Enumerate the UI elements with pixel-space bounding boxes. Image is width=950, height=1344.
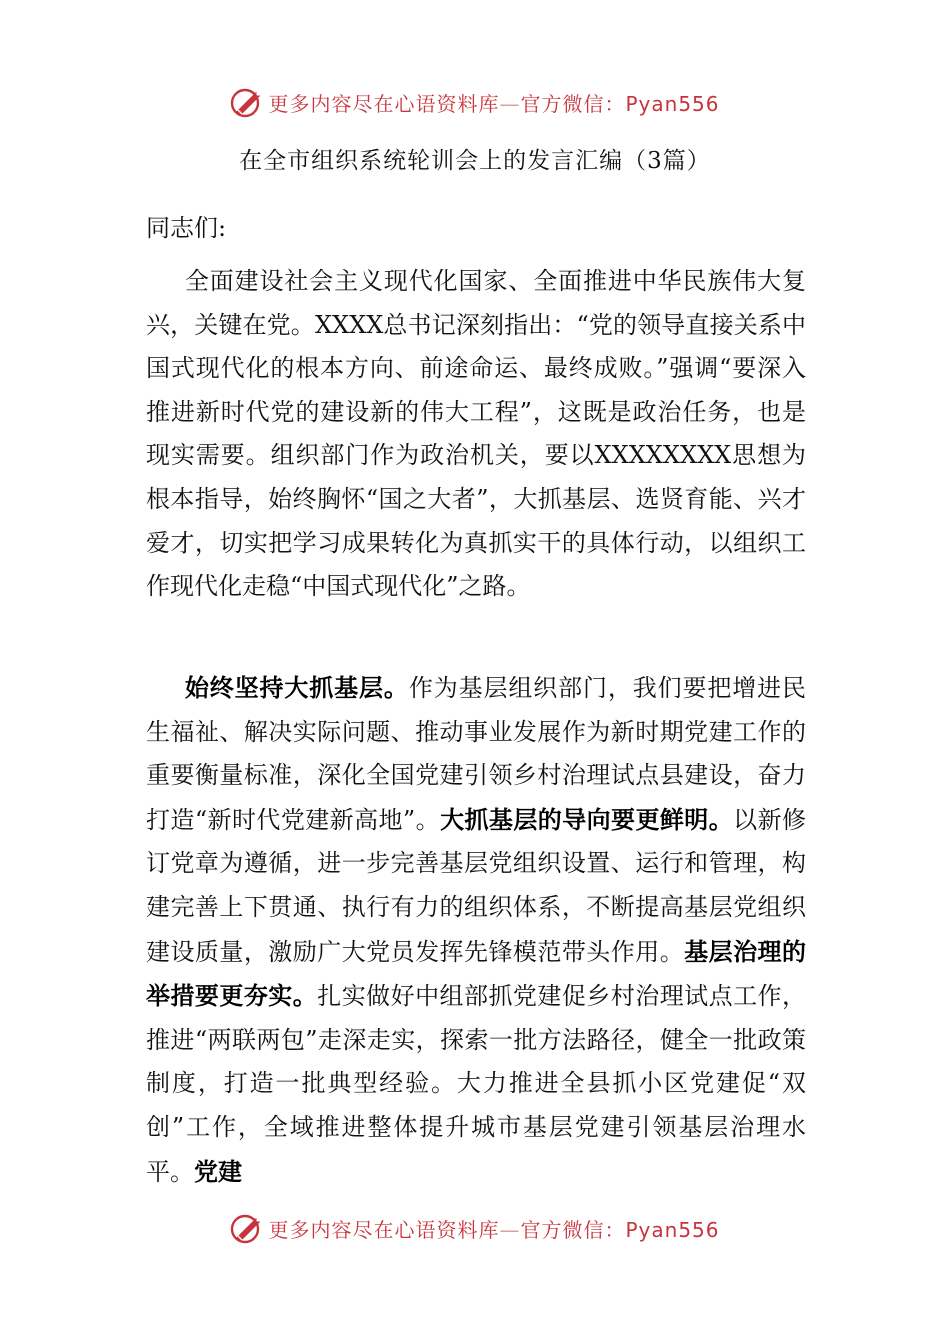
banner-text (268, 1214, 719, 1243)
paragraph-grassroots (146, 666, 806, 1194)
pen-logo-icon (230, 1211, 264, 1245)
bottom-watermark-banner (0, 1208, 950, 1248)
section-heading: 始终坚持大抓基层。 (184, 673, 409, 702)
banner-main: 更多内容尽在心语资料库 (268, 1217, 500, 1242)
paragraph-text-1: 作为基层组织部门，我们要把增进民生福祉、解决实际问题、推动事业发展作为新时期党建工作的重要衡量标准，深化全国党建引领乡村治理试点县建设，奋力打造“新时代党建新高地”。 (146, 674, 807, 834)
document-title: 在全市组织系统轮训会上的发言汇编（3篇） (239, 148, 711, 174)
banner-text (268, 88, 719, 117)
banner-official: 官方微信： (520, 1217, 626, 1242)
banner-dash: — (499, 1217, 521, 1242)
bold-point-2: 基层治理的举措要更夯实。 (146, 936, 807, 1011)
bold-point-1: 大抓基层的导向要更鲜明。 (440, 804, 734, 834)
bold-point-3: 党建 (194, 1156, 242, 1186)
top-watermark-banner (0, 82, 950, 122)
banner-main: 更多内容尽在心语资料库 (268, 91, 500, 116)
banner-id: Pyan556 (625, 1217, 720, 1242)
paragraph-intro-text: 全面建设社会主义现代化国家、全面推进中华民族伟大复兴，关键在党。XXXX总书记深刻指出：“党的领导直接关系中国式现代化的根本方向、前途命运、最终成败。”强调“要深入推进新时代党的建设新的伟大工程”，这既是政治任务，也是现实需要。组织部门作为政治机关，要以XXXXXXXX思想为根本指导，始终胸怀“国之大者”，大抓基层、选贤育能、兴才爱才，切实把学习成果转化为真抓实干的具体行动，以组织工作现代化走稳“中国式现代化”之路。 (146, 267, 806, 601)
paragraph-text-3: 扎实做好中组部抓党建促乡村治理试点工作，推进“两联两包”走深走实，探索一批方法路径，健全一批政策制度，打造一批典型经验。大力推进全县抓小区党建促“双创”工作，全域推进整体提升城市基层党建引领基层治理水平。 (146, 982, 807, 1186)
banner-id: Pyan556 (625, 91, 720, 116)
pen-logo-icon (230, 85, 264, 119)
paragraph-text-2: 以新修订党章为遵循，进一步完善基层党组织设置、运行和管理，构建完善上下贯通、执行有力的组织体系，不断提高基层党组织建设质量，激励广大党员发挥先锋模范带头作用。 (146, 805, 807, 966)
banner-official: 官方微信： (520, 91, 626, 116)
paragraph-intro (146, 260, 806, 609)
greeting: 同志们: (146, 214, 227, 242)
banner-dash: — (499, 91, 521, 116)
